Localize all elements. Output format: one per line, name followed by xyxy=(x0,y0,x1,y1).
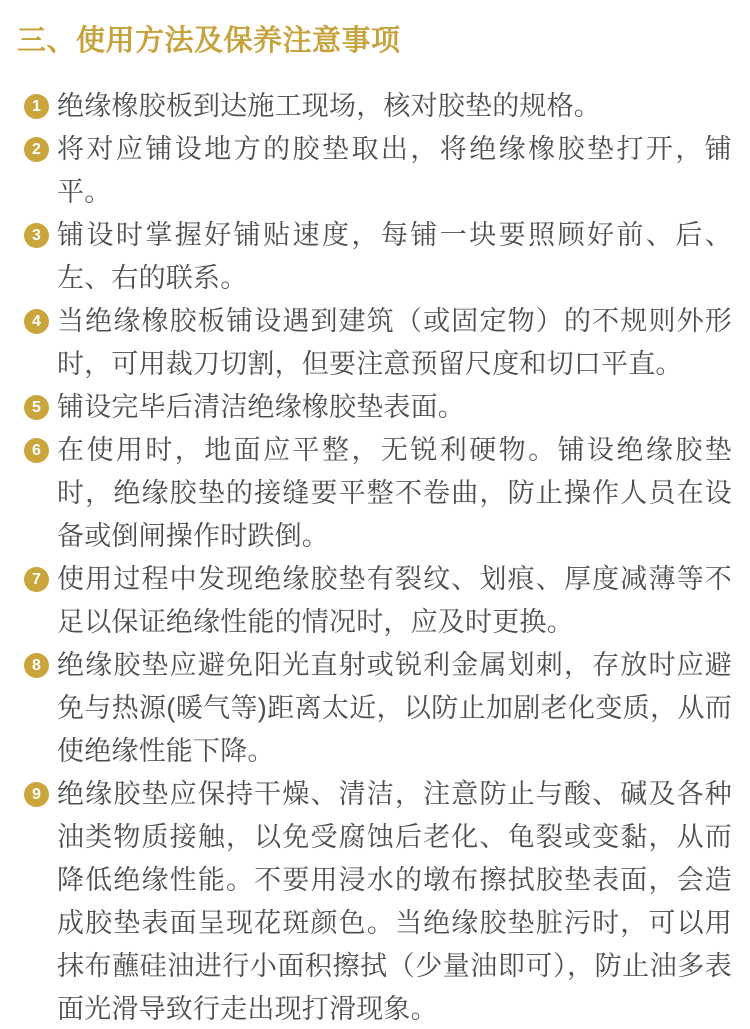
list-item xyxy=(24,85,732,128)
item-number-badge: 7 xyxy=(24,567,49,592)
item-text: 铺设完毕后清洁绝缘橡胶垫表面。 xyxy=(57,391,465,422)
item-text: 当绝缘橡胶板铺设遇到建筑（或固定物）的不规则外形时，可用裁刀切割，但要注意预留尺度和切口平直。 xyxy=(57,305,732,379)
list-item xyxy=(24,300,732,386)
item-text: 在使用时，地面应平整，无锐利硬物。铺设绝缘胶垫时，绝缘胶垫的接缝要平整不卷曲，防止操作人员在设备或倒闸操作时跌倒。 xyxy=(57,434,732,551)
list-item xyxy=(24,128,732,214)
item-number-badge: 5 xyxy=(24,395,49,420)
section-title: 三、使用方法及保养注意事项 xyxy=(17,25,401,57)
list-item xyxy=(24,386,732,429)
item-number-badge: 1 xyxy=(24,94,49,119)
list-item xyxy=(24,429,732,558)
item-number-badge: 3 xyxy=(24,223,49,248)
list-item xyxy=(24,644,732,773)
item-text: 使用过程中发现绝缘胶垫有裂纹、划痕、厚度减薄等不足以保证绝缘性能的情况时，应及时更换。 xyxy=(57,563,732,637)
item-number-badge: 8 xyxy=(24,653,49,678)
item-number-badge: 2 xyxy=(24,137,49,162)
item-text: 铺设时掌握好铺贴速度，每铺一块要照顾好前、后、左、右的联系。 xyxy=(57,219,732,293)
item-text: 将对应铺设地方的胶垫取出，将绝缘橡胶垫打开，铺平。 xyxy=(57,133,732,207)
list-item xyxy=(24,214,732,300)
item-number-badge: 9 xyxy=(24,782,49,807)
item-text: 绝缘胶垫应保持干燥、清洁，注意防止与酸、碱及各种油类物质接触，以免受腐蚀后老化、龟裂或变黏，从而降低绝缘性能。不要用浸水的墩布擦拭胶垫表面，会造成胶垫表面呈现花斑颜色。当绝缘胶垫脏污时，可以用抹布蘸硅油进行小面积擦拭（少量油即可），防止油多表面光滑导致行走出现打滑现象。 xyxy=(57,778,732,1024)
list-item xyxy=(24,558,732,644)
item-text: 绝缘橡胶板到达施工现场，核对胶垫的规格。 xyxy=(57,90,601,121)
item-number-badge: 6 xyxy=(24,438,49,463)
instruction-list xyxy=(17,85,732,1029)
item-number-badge: 4 xyxy=(24,309,49,334)
list-item xyxy=(24,773,732,1029)
item-text: 绝缘胶垫应避免阳光直射或锐利金属划刺，存放时应避免与热源(暖气等)距离太近，以防止加剧老化变质，从而使绝缘性能下降。 xyxy=(57,649,732,766)
